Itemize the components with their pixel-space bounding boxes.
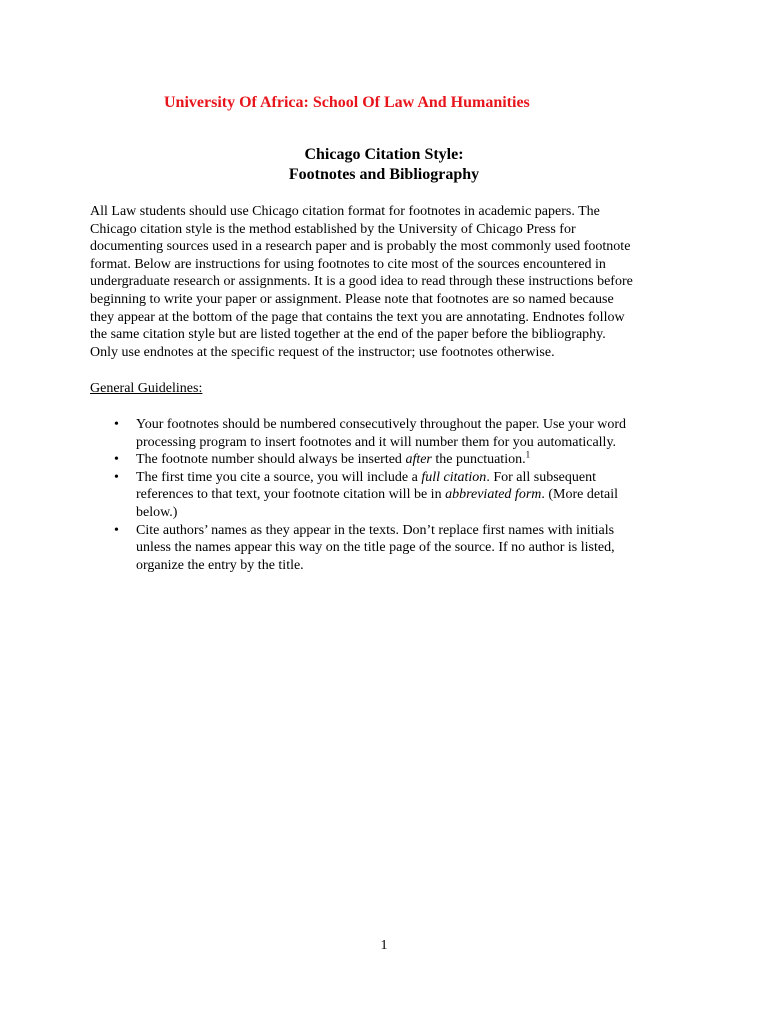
intro-line: beginning to write your paper or assignment. Please note that footnotes are so named because bbox=[90, 291, 614, 307]
text-segment: references to that text, your footnote citation will be in bbox=[136, 487, 446, 503]
text-segment: The footnote number should always be inserted bbox=[136, 452, 406, 468]
list-item bbox=[112, 451, 712, 469]
list-item bbox=[112, 522, 712, 575]
list-item bbox=[112, 416, 712, 451]
intro-line: Chicago citation style is the method established by the University of Chicago Press for bbox=[90, 221, 576, 237]
title-line-2: Footnotes and Bibliography bbox=[288, 166, 480, 183]
title-line-1: Chicago Citation Style: bbox=[304, 146, 464, 163]
emphasis-text: after bbox=[405, 452, 432, 468]
university-title: University Of Africa: School Of Law And Humanities bbox=[164, 94, 530, 111]
intro-line: All Law students should use Chicago citation format for footnotes in academic papers. The bbox=[90, 204, 600, 219]
text-segment: . For all subsequent bbox=[486, 469, 596, 485]
list-item-line bbox=[136, 469, 712, 487]
intro-line: format. Below are instructions for using footnotes to cite most of the sources encountered in bbox=[90, 256, 606, 272]
list-item-line: Cite authors’ names as they appear in the texts. Don’t replace first names with initials bbox=[136, 522, 615, 538]
emphasis-text: abbreviated form bbox=[445, 487, 542, 503]
list-item-line: below.) bbox=[136, 504, 178, 520]
text-segment: the punctuation. bbox=[431, 452, 526, 468]
intro-line: undergraduate research or assignments. It is a good idea to read through these instructions before bbox=[90, 274, 633, 290]
bullet-icon: • bbox=[114, 452, 119, 468]
intro-line: the same citation style but are listed together at the end of the paper before the bibliography. bbox=[90, 327, 606, 343]
text-segment: The first time you cite a source, you will include a bbox=[136, 469, 422, 485]
document-title bbox=[0, 145, 768, 185]
list-item bbox=[112, 469, 712, 522]
list-item-line: Your footnotes should be numbered consecutively throughout the paper. Use your word bbox=[136, 417, 627, 432]
list-item-line: processing program to insert footnotes and it will number them for you automatically. bbox=[136, 434, 617, 450]
text-segment: . (More detail bbox=[541, 487, 618, 503]
list-item-line bbox=[136, 451, 712, 469]
intro-line: they appear at the bottom of the page that contains the text you are annotating. Endnotes follow bbox=[90, 309, 625, 325]
intro-line: Only use endnotes at the specific request of the instructor; use footnotes otherwise. bbox=[90, 344, 555, 360]
list-item-line bbox=[136, 486, 712, 504]
footnote-marker: 1 bbox=[525, 449, 531, 460]
list-item-line: unless the names appear this way on the title page of the source. If no author is listed, bbox=[136, 540, 615, 556]
page-number: 1 bbox=[380, 938, 388, 953]
guidelines-list bbox=[112, 416, 712, 574]
bullet-icon: • bbox=[114, 522, 119, 538]
bullet-icon: • bbox=[114, 469, 119, 485]
general-guidelines-heading: General Guidelines: bbox=[90, 381, 203, 396]
bullet-icon: • bbox=[114, 417, 119, 432]
intro-line: documenting sources used in a research paper and is probably the most commonly used footnote bbox=[90, 239, 631, 255]
intro-paragraph bbox=[90, 203, 670, 361]
list-item-line: organize the entry by the title. bbox=[136, 557, 304, 573]
emphasis-text: full citation bbox=[421, 469, 487, 485]
